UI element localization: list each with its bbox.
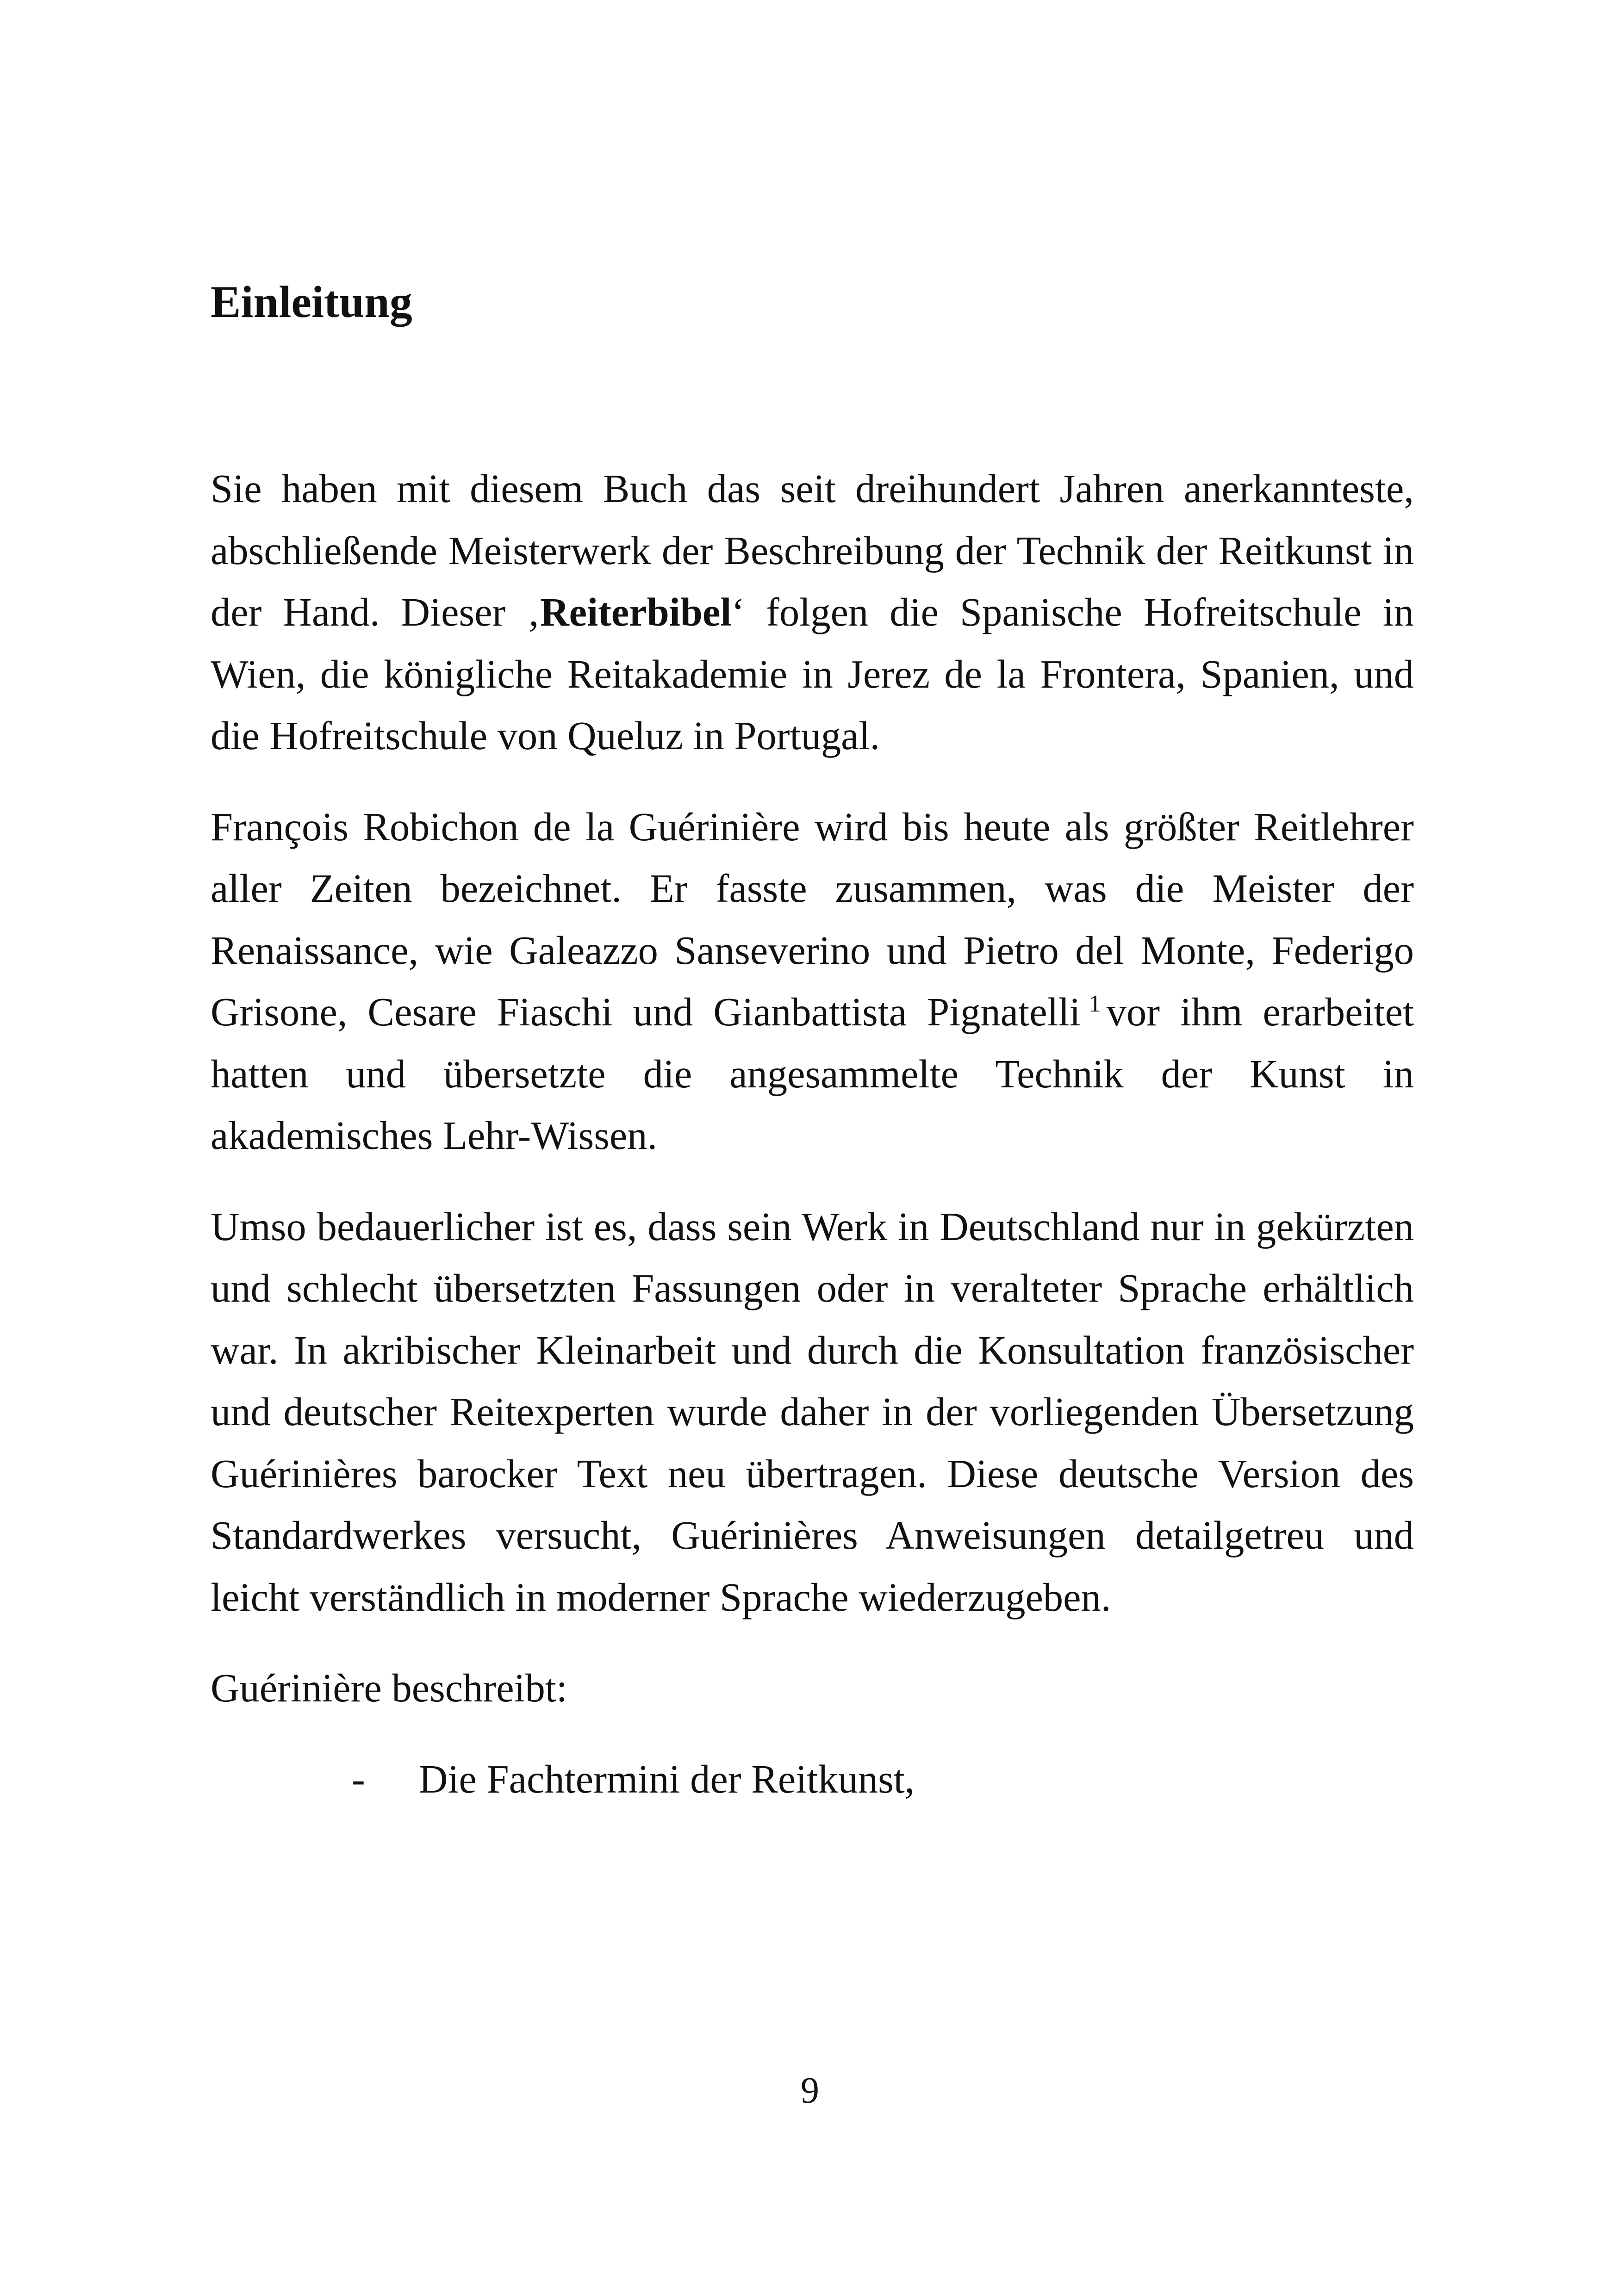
paragraph-4: Guérinière beschreibt:	[211, 1666, 567, 1710]
paragraph-2-text-a: François Robichon de la Guérinière wird bis heute als größter Reitlehrer aller Zeiten bezeichnet. Er fasste zusammen, was die Meister der Renaissance, wie Galeazzo Sanseverino und Pietro del Monte, Federigo Grisone, Cesare Fiaschi und Gianbattista Pignatelli	[211, 804, 1414, 1034]
paragraph-2	[211, 796, 1414, 1167]
body-text	[211, 458, 1414, 1810]
page-number: 9	[801, 2070, 819, 2111]
paragraph-2-text-b: vor ihm erarbeitet hatten und übersetzte die angesammelte Technik der Kunst in akademisches Lehr-Wissen.	[211, 990, 1414, 1158]
chapter-heading: Einleitung	[211, 277, 412, 327]
list-item	[211, 1749, 1414, 1811]
paragraph-1	[211, 458, 1414, 767]
list-item-text: Die Fachtermini der Reitkunst,	[419, 1756, 915, 1801]
paragraph-1-text-b: ‘ folgen die Spanische Hofreitschule in Wien, die königliche Reitakademie in Jerez de la Frontera, Spanien, und die Hofreitschule von Queluz in Portugal.	[211, 590, 1414, 758]
paragraph-1-text-a: Sie haben mit diesem Buch das seit dreihundert Jahren anerkannteste, abschließende Meisterwerk der Beschreibung der Technik der Reitkunst in der Hand. Dieser ‚	[211, 466, 1414, 634]
list-dash: -	[352, 1756, 365, 1801]
footnote-reference[interactable]: 1	[1089, 991, 1101, 1018]
bullet-list	[211, 1749, 1414, 1811]
bold-term: Reiterbibel	[540, 590, 732, 634]
paragraph-3: Umso bedauerlicher ist es, dass sein Werk in Deutschland nur in gekürzten und schlecht übersetzten Fassungen oder in veralteter Sprache erhältlich war. In akribischer Kleinarbeit und durch die Konsultation französischer und deutscher Reitexperten wurde daher in der vorliegenden Übersetzung Guérinières barocker Text neu übertragen. Diese deutsche Version des Standardwerkes versucht, Guérinières Anweisungen detailgetreu und leicht verständlich in moderner Sprache wiederzugeben.	[211, 1204, 1414, 1620]
